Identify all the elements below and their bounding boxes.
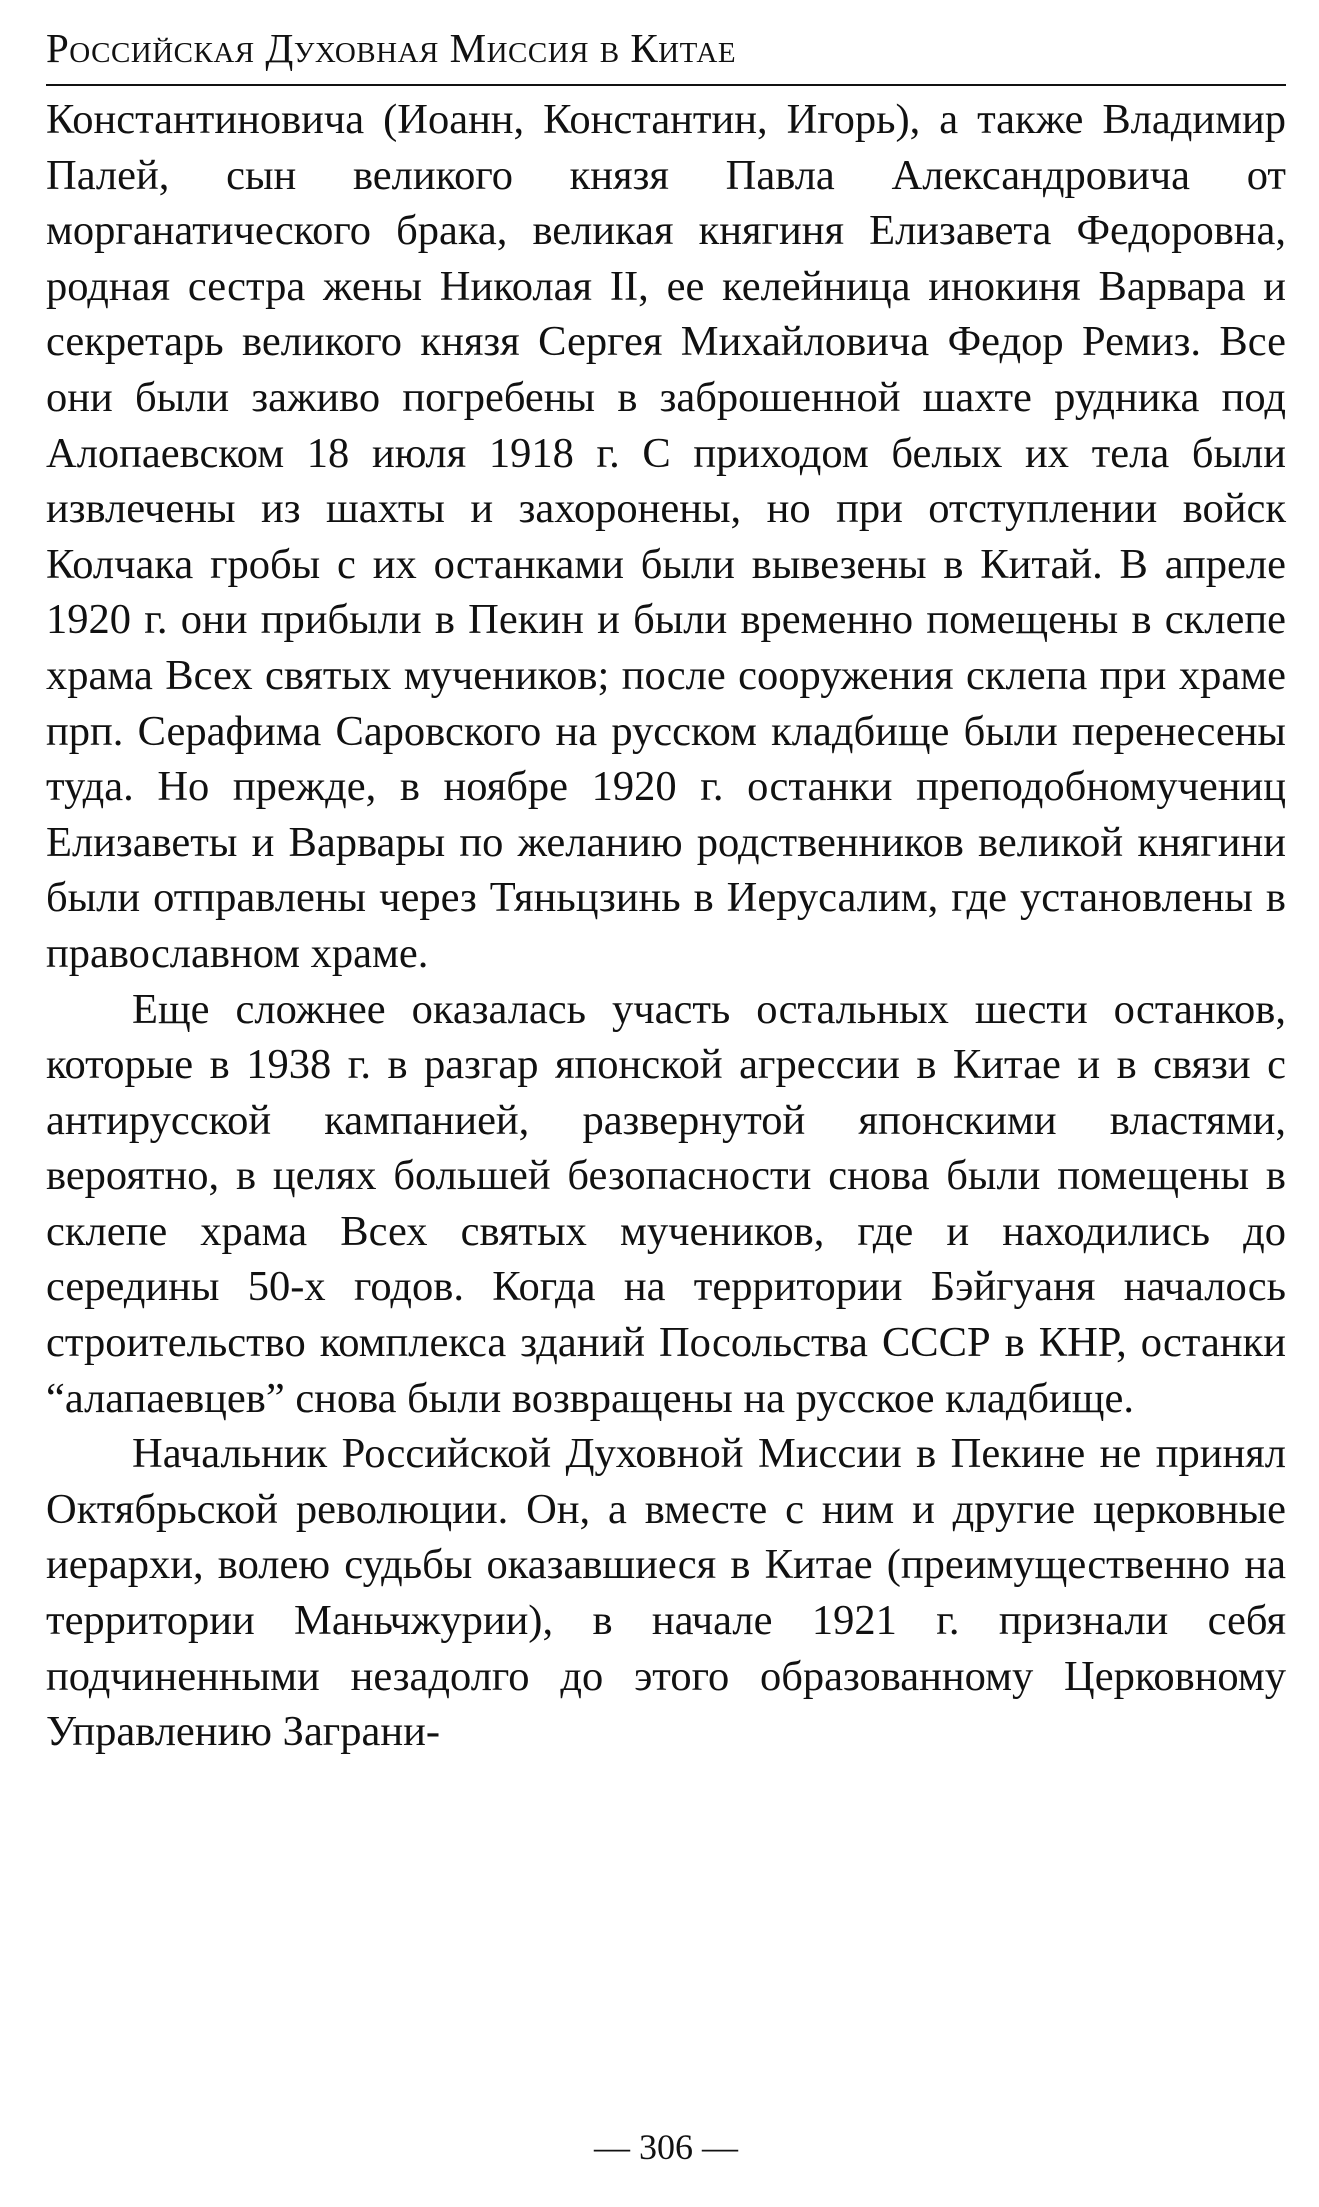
page-number: — 306 —: [594, 2127, 738, 2167]
running-header: Российская Духовная Миссия в Китае: [46, 20, 1286, 86]
paragraph-continued: Константиновича (Иоанн, Константин, Игорь), а также Владимир Палей, сын великого князя Павла Александровича от морганатического брака, великая княгиня Елизавета Федоровна, родная сестра жены Николая II, ее келейница инокиня Варвара и секретарь великого князя Сергея Михайловича Федор Ремиз. Все они были заживо погребены в заброшенной шахте рудника под Алопаевском 18 июля 1918 г. С приходом белых их тела были извлечены из шахты и захоронены, но при отступлении войск Колчака гробы с их останками были вывезены в Китай. В апреле 1920 г. они прибыли в Пекин и были временно помещены в склепе храма Всех святых мучеников; после сооружения склепа при храме прп. Серафима Саровского на русском кладбище были перенесены туда. Но прежде, в ноябре 1920 г. останки преподобномучениц Елизаветы и Варвары по желанию родственников великой княгини были отправлены через Тяньцзинь в Иерусалим, где установлены в православном храме.: [46, 96, 1286, 977]
paragraph-alapaevsk-remains: Еще сложнее оказалась участь остальных шести останков, которые в 1938 г. в разгар японской агрессии в Китае и в связи с антирусской кампанией, развернутой японскими властями, вероятно, в целях большей безопасности снова были помещены в склепе храма Всех святых мучеников, где и находились до середины 50-х годов. Когда на территории Бэйгуаня началось строительство комплекса зданий Посольства СССР в КНР, останки “алапаевцев” снова были возвращены на русское кладбище.: [46, 985, 1286, 1422]
body-text: [46, 92, 1286, 1760]
book-page: [46, 20, 1286, 2190]
paragraph-mission-head: Начальник Российской Духовной Миссии в Пекине не принял Октябрьской революции. Он, а вместе с ним и другие церковные иерархи, волею судьбы оказавшиеся в Китае (преимущественно на территории Маньчжурии), в начале 1921 г. признали себя подчиненными незадолго до этого образованному Церковному Управлению Заграни-: [46, 1430, 1286, 1756]
